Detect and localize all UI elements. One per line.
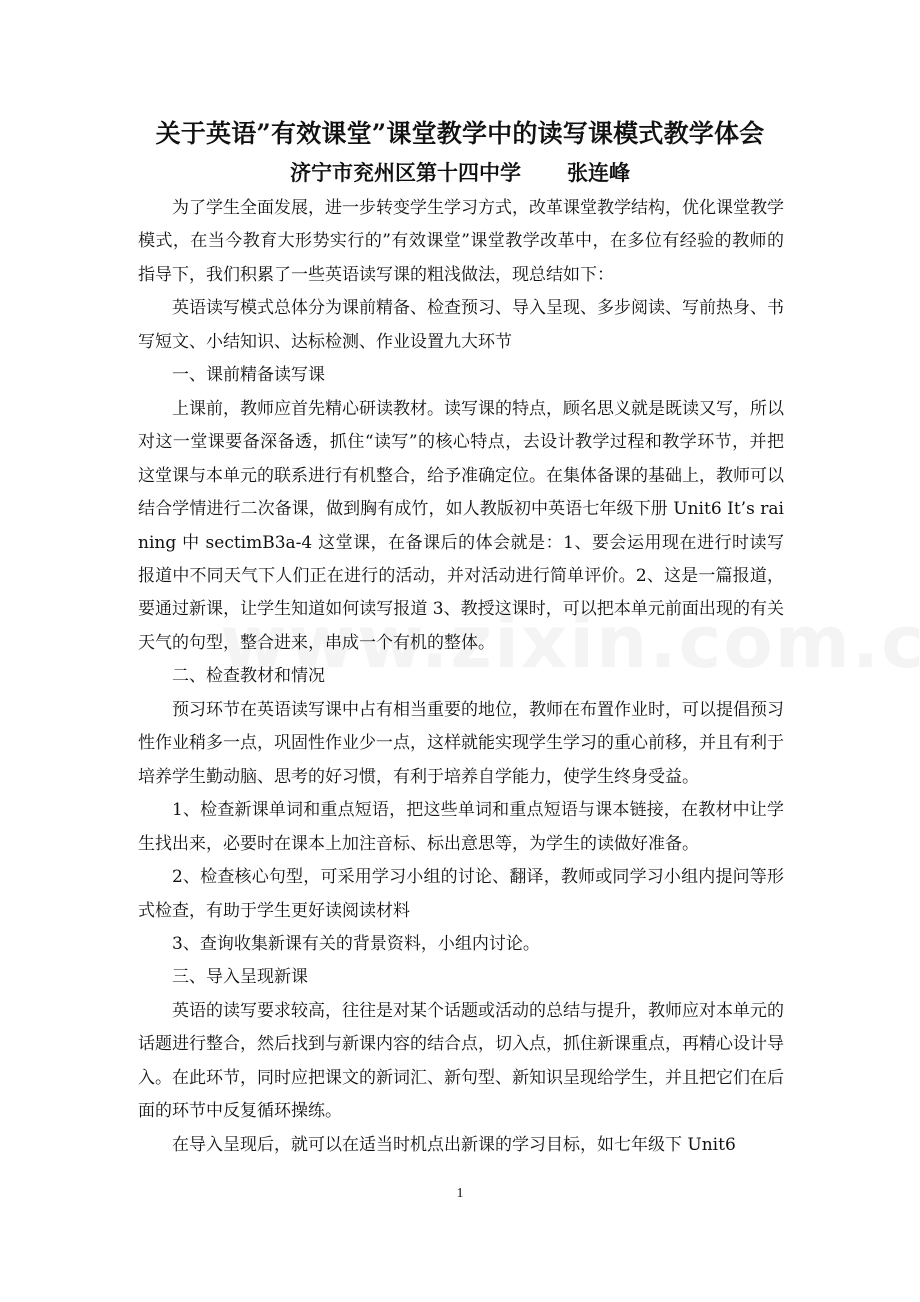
section-heading-1: 一、课前精备读写课 xyxy=(172,365,325,386)
paragraph: 上课前，教师应首先精心研读教材。读写课的特点，顾名思义就是既读又写，所以对这一堂课要备深备透，抓住“读写”的核心特点，去设计教学过程和教学环节，并把这堂课与本单元的联系进行有机整合，给予准确定位。在集体备课的基础上，教师可以结合学情进行二次备课，做到胸有成竹，如人教版初中英语七年级下册 Unit6 It’s raining 中 sectimB3a-4 这堂课，在备课后的体会就是：1、要会运用现在进行时读写报道中不同天气下人们正在进行的活动，并对活动进行简单评价。2、这是一篇报道，要通过新课，让学生知道如何读写报道 3、教授这课时，可以把本单元前面出现的有关天气的句型，整合进来，串成一个有机的整体。 xyxy=(138,398,784,653)
list-item: 1、检查新课单词和重点短语，把这些单词和重点短语与课本链接，在教材中让学生找出来，必要时在课本上加注音标、标出意思等，为学生的读做好准备。 xyxy=(138,800,784,854)
author-school: 济宁市兖州区第十四中学 xyxy=(290,160,521,185)
document-body xyxy=(138,192,784,1162)
paragraph: 预习环节在英语读写课中占有相当重要的地位，教师在布置作业时，可以提倡预习性作业稍多一点，巩固性作业少一点，这样就能实现学生学习的重心前移，并且有利于培养学生勤动脑、思考的好习惯，有利于培养自学能力，使学生终身受益。 xyxy=(138,699,784,787)
paragraph-overview: 英语读写模式总体分为课前精备、检查预习、导入呈现、多步阅读、写前热身、书写短文、小结知识、达标检测、作业设置九大环节 xyxy=(138,298,784,352)
paragraph: 在导入呈现后，就可以在适当时机点出新课的学习目标，如七年级下 Unit6 xyxy=(172,1134,736,1155)
page-number: 1 xyxy=(456,1186,464,1201)
author-name: 张连峰 xyxy=(567,160,630,185)
section-heading-2: 二、检查教材和情况 xyxy=(172,666,325,687)
paragraph: 英语的读写要求较高，往往是对某个话题或活动的总结与提升，教师应对本单元的话题进行整合，然后找到与新课内容的结合点，切入点，抓住新课重点，再精心设计导入。在此环节，同时应把课文的新词汇、新句型、新知识呈现给学生，并且把它们在后面的环节中反复循环操练。 xyxy=(138,1000,784,1122)
section-heading-3: 三、导入呈现新课 xyxy=(172,967,308,988)
list-item: 2、检查核心句型，可采用学习小组的讨论、翻译，教师或同学习小组内提问等形式检查，有助于学生更好读阅读材料 xyxy=(138,867,784,921)
paragraph-intro: 为了学生全面发展，进一步转变学生学习方式，改革课堂教学结构，优化课堂教学模式，在当今教育大形势实行的”有效课堂”课堂教学改革中，在多位有经验的教师的指导下，我们积累了一些英语读写课的粗浅做法，现总结如下： xyxy=(138,198,784,285)
document-title: 关于英语”有效课堂”课堂教学中的读写课模式教学体会 xyxy=(155,119,765,148)
list-item: 3、查询收集新课有关的背景资料，小组内讨论。 xyxy=(172,933,540,954)
author-line xyxy=(0,156,920,190)
